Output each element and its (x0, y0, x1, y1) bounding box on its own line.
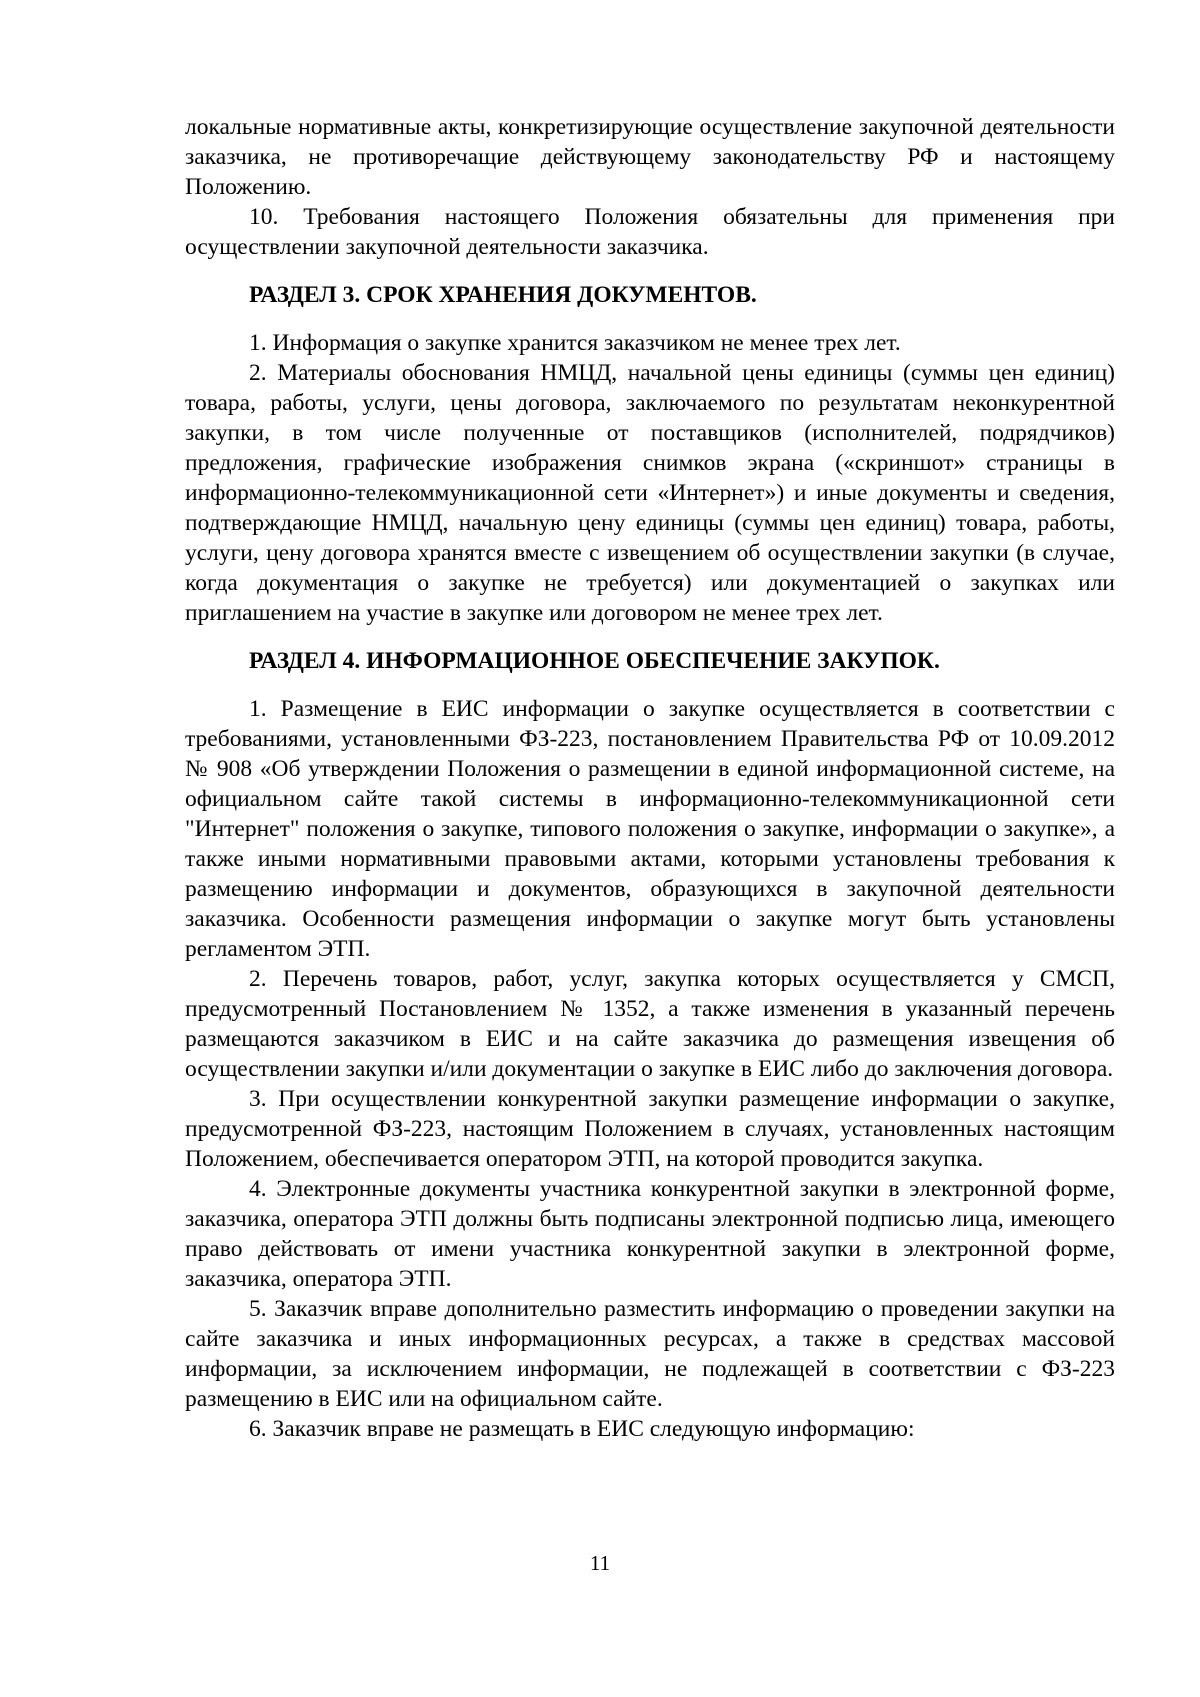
page-number: 11 (589, 1551, 611, 1575)
intro-paragraph: локальные нормативные акты, конкретизирующие осуществление закупочной деятельности заказчика, не противоречащие действующему законодательству РФ и настоящему Положению. (185, 114, 1115, 200)
section3-body (185, 328, 1115, 628)
section4-body (185, 694, 1115, 1444)
section3-item-2: 2. Материалы обоснования НМЦД, начальной цены единицы (суммы цен единиц) товара, работы, услуги, цены договора, заключаемого по результатам неконкурентной закупки, в том числе полученные от поставщиков (исполнителей, подрядчиков) предложения, графические изображения снимков экрана («скриншот» страницы в информационно-телекоммуникационной сети «Интернет») и иные документы и сведения, подтверждающие НМЦД, начальную цену единицы (суммы цен единиц) товара, работы, услуги, цену договора хранятся вместе с извещением об осуществлении закупки (в случае, когда документация о закупке не требуется) или документацией о закупках или приглашением на участие в закупке или договором не менее трех лет. (185, 360, 1115, 626)
section4-item-3: 3. При осуществлении конкурентной закупки размещение информации о закупке, предусмотренной ФЗ-223, настоящим Положением в случаях, установленных настоящим Положением, обеспечивается оператором ЭТП, на которой проводится закупка. (185, 1086, 1115, 1172)
section4-item-5: 5. Заказчик вправе дополнительно разместить информацию о проведении закупки на сайте заказчика и иных информационных ресурсах, а также в средствах массовой информации, за исключением информации, не подлежащей в соответствии с ФЗ-223 размещению в ЕИС или на официальном сайте. (185, 1296, 1115, 1412)
section4-item-2: 2. Перечень товаров, работ, услуг, закупка которых осуществляется у СМСП, предусмотренный Постановлением № 1352, а также изменения в указанный перечень размещаются заказчиком в ЕИС и на сайте заказчика до размещения извещения об осуществлении закупки и/или документации о закупке в ЕИС либо до заключения договора. (185, 966, 1115, 1082)
section4-heading: РАЗДЕЛ 4. ИНФОРМАЦИОННОЕ ОБЕСПЕЧЕНИЕ ЗАКУПОК. (249, 648, 940, 674)
document-page (185, 112, 1115, 1444)
section2-item-10: 10. Требования настоящего Положения обязательны для применения при осуществлении закупочной деятельности заказчика. (185, 204, 1115, 260)
section4-item-6: 6. Заказчик вправе не размещать в ЕИС следующую информацию: (249, 1416, 915, 1442)
section4-item-1: 1. Размещение в ЕИС информации о закупке осуществляется в соответствии с требованиями, установленными ФЗ-223, постановлением Правительства РФ от 10.09.2012 № 908 «Об утверждении Положения о размещении в единой информационной системе, на официальном сайте такой системы в информационно-телекоммуникационной сети "Интернет" положения о закупке, типового положения о закупке, информации о закупке», а также иными нормативными правовыми актами, которыми установлены требования к размещению информации и документов, образующихся в закупочной деятельности заказчика. Особенности размещения информации о закупке могут быть установлены регламентом ЭТП. (185, 696, 1115, 962)
section4-item-4: 4. Электронные документы участника конкурентной закупки в электронной форме, заказчика, оператора ЭТП должны быть подписаны электронной подписью лица, имеющего право действовать от имени участника конкурентной закупки в электронной форме, заказчика, оператора ЭТП. (185, 1176, 1115, 1292)
section3-heading: РАЗДЕЛ 3. СРОК ХРАНЕНИЯ ДОКУМЕНТОВ. (249, 282, 757, 308)
section3-item-1: 1. Информация о закупке хранится заказчиком не менее трех лет. (249, 330, 901, 356)
